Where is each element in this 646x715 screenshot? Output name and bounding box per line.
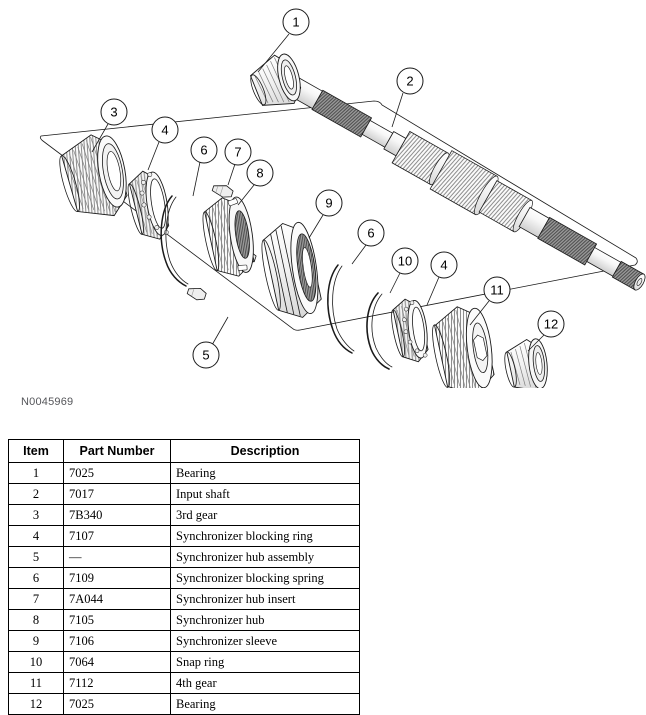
- cell-description: Bearing: [171, 694, 360, 715]
- parts-table: [8, 439, 360, 715]
- leader-4b: [427, 277, 439, 305]
- cell-part-number: 7A044: [64, 589, 171, 610]
- table-row: [9, 526, 360, 547]
- callout-6-right[interactable]: [358, 220, 384, 246]
- callout-2[interactable]: [397, 68, 423, 94]
- cell-item: 8: [9, 610, 64, 631]
- part-blocking-ring-left: [123, 167, 178, 244]
- cell-part-number: 7106: [64, 631, 171, 652]
- callout-5-label: 5: [202, 347, 210, 363]
- table-row: [9, 652, 360, 673]
- cell-item: 4: [9, 526, 64, 547]
- cell-item: 10: [9, 652, 64, 673]
- callout-4b-label: 4: [440, 257, 448, 273]
- callout-7[interactable]: [225, 139, 251, 165]
- figure-reference-code: N0045969: [21, 396, 74, 408]
- callout-8-label: 8: [256, 165, 264, 181]
- part-snap-ring: [367, 293, 392, 369]
- leader-4: [148, 142, 159, 170]
- callout-4-label: 4: [161, 122, 169, 138]
- part-4th-gear: [426, 301, 503, 388]
- callout-6-label: 6: [200, 142, 208, 158]
- part-synchronizer-sleeve: [256, 218, 329, 323]
- cell-description: 3rd gear: [171, 505, 360, 526]
- cell-description: Synchronizer blocking spring: [171, 568, 360, 589]
- part-3rd-gear: [53, 128, 140, 227]
- callout-5[interactable]: [193, 342, 219, 368]
- cell-description: Synchronizer sleeve: [171, 631, 360, 652]
- cell-item: 12: [9, 694, 64, 715]
- leader-7: [228, 164, 235, 185]
- part-bearing-12: [501, 336, 555, 388]
- callout-7-label: 7: [234, 144, 242, 160]
- cell-part-number: 7112: [64, 673, 171, 694]
- table-row: [9, 568, 360, 589]
- callout-3-label: 3: [110, 104, 118, 120]
- callout-1[interactable]: [283, 9, 309, 35]
- parts-table-body: [9, 463, 360, 715]
- cell-item: 6: [9, 568, 64, 589]
- cell-part-number: 7109: [64, 568, 171, 589]
- cell-item: 1: [9, 463, 64, 484]
- part-blocking-ring-right: [387, 296, 435, 366]
- callout-10-label: 10: [397, 253, 413, 269]
- assembly-group-outline: [40, 101, 637, 330]
- column-header-item: Item: [9, 440, 64, 463]
- column-header-part-number: Part Number: [64, 440, 171, 463]
- cell-description: Snap ring: [171, 652, 360, 673]
- cell-part-number: 7064: [64, 652, 171, 673]
- cell-part-number: 7025: [64, 463, 171, 484]
- part-blocking-spring-left: [161, 196, 188, 286]
- cell-item: 11: [9, 673, 64, 694]
- leader-8: [238, 185, 254, 205]
- callout-3[interactable]: [101, 99, 127, 125]
- leader-10: [390, 273, 400, 293]
- leader-5: [212, 317, 228, 345]
- callout-9-label: 9: [325, 195, 333, 211]
- parts-table-container: [8, 439, 360, 715]
- callout-12[interactable]: [538, 311, 564, 337]
- cell-part-number: 7105: [64, 610, 171, 631]
- leader-6b: [352, 245, 366, 264]
- cell-item: 9: [9, 631, 64, 652]
- parts-table-head: [9, 440, 360, 463]
- table-row: [9, 673, 360, 694]
- cell-part-number: —: [64, 547, 171, 568]
- cell-part-number: 7017: [64, 484, 171, 505]
- leader-9: [309, 215, 323, 238]
- callout-10[interactable]: [392, 248, 418, 274]
- cell-part-number: 7B340: [64, 505, 171, 526]
- callout-6-left[interactable]: [191, 137, 217, 163]
- callout-9[interactable]: [316, 190, 342, 216]
- column-header-description: Description: [171, 440, 360, 463]
- part-blocking-spring-right: [328, 265, 354, 353]
- table-row: [9, 463, 360, 484]
- table-row: [9, 610, 360, 631]
- cell-description: Bearing: [171, 463, 360, 484]
- part-synchronizer-hub: [198, 193, 263, 282]
- callout-11[interactable]: [484, 277, 510, 303]
- callout-8[interactable]: [247, 160, 273, 186]
- cell-item: 3: [9, 505, 64, 526]
- part-input-shaft: [279, 65, 646, 303]
- callout-12-label: 12: [543, 316, 559, 332]
- table-header-row: [9, 440, 360, 463]
- leader-2: [392, 93, 403, 127]
- callout-11-label: 11: [490, 282, 504, 298]
- callout-2-label: 2: [406, 73, 414, 89]
- cell-description: 4th gear: [171, 673, 360, 694]
- table-row: [9, 589, 360, 610]
- cell-description: Synchronizer hub assembly: [171, 547, 360, 568]
- cell-part-number: 7025: [64, 694, 171, 715]
- cell-description: Input shaft: [171, 484, 360, 505]
- callout-6b-label: 6: [367, 225, 375, 241]
- table-row: [9, 631, 360, 652]
- cell-description: Synchronizer hub: [171, 610, 360, 631]
- table-row: [9, 547, 360, 568]
- cell-description: Synchronizer blocking ring: [171, 526, 360, 547]
- cell-part-number: 7107: [64, 526, 171, 547]
- leader-6: [193, 162, 200, 196]
- cell-item: 5: [9, 547, 64, 568]
- table-row: [9, 694, 360, 715]
- callout-4-left[interactable]: [152, 117, 178, 143]
- callout-1-label: 1: [292, 14, 300, 30]
- callout-4-right[interactable]: [431, 252, 457, 278]
- table-row: [9, 484, 360, 505]
- cell-item: 7: [9, 589, 64, 610]
- cell-item: 2: [9, 484, 64, 505]
- table-row: [9, 505, 360, 526]
- cell-description: Synchronizer hub insert: [171, 589, 360, 610]
